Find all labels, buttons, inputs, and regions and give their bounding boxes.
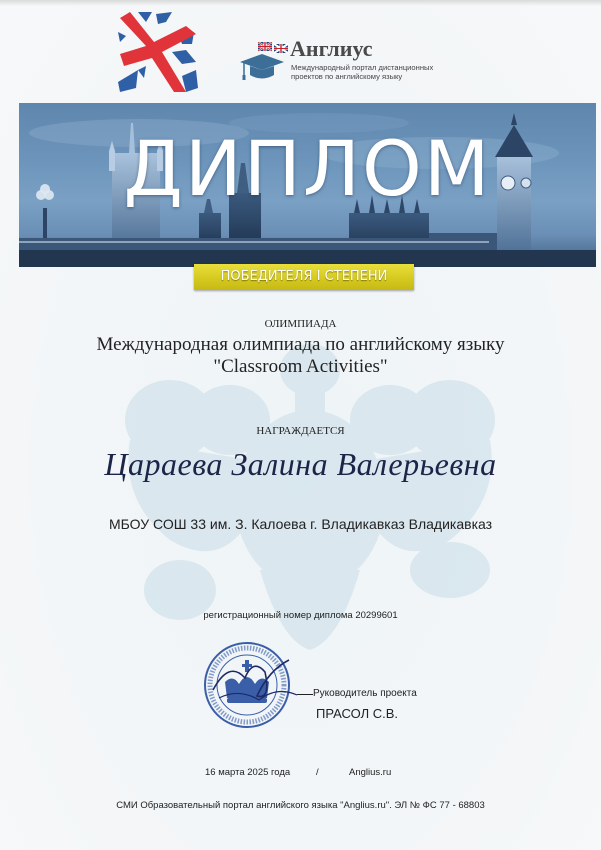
recipient-name: Цараева Залина Валерьевна xyxy=(104,446,497,482)
diploma-title: ДИПЛОМ xyxy=(123,124,492,213)
brand-name: Англиус xyxy=(290,36,373,61)
olympiad-title xyxy=(0,334,601,378)
school-name: МБОУ СОШ 33 им. З. Калоева г. Владикавказ Владикавказ xyxy=(108,516,493,532)
brand-tagline xyxy=(291,63,471,81)
brand-tagline-line2: проектов по английскому языку xyxy=(291,72,403,81)
website-link[interactable]: Anglius.ru xyxy=(349,767,392,778)
scan-edge xyxy=(0,0,601,6)
signature-arrow xyxy=(297,694,313,695)
olympiad-title-line1: Международная олимпиада по английскому языку xyxy=(96,334,505,355)
awarded-label: НАГРАЖДАЕТСЯ xyxy=(256,425,345,437)
brand-tagline-line1: Международный портал дистанционных xyxy=(291,63,434,72)
date-site-separator: / xyxy=(316,767,319,778)
olympiad-title-line2: "Classroom Activities" xyxy=(213,356,388,377)
leader-role: Руководитель проекта xyxy=(313,688,417,699)
graduation-cap-icon xyxy=(238,42,290,82)
registration-number: регистрационный номер диплома 20299601 xyxy=(203,610,398,621)
official-stamp-icon xyxy=(199,640,299,730)
olympiad-label: ОЛИМПИАДА xyxy=(264,318,337,330)
issue-date: 16 марта 2025 года xyxy=(205,767,291,778)
media-registration: СМИ Образовательный портал английского языка "Anglius.ru". ЭЛ № ФС 77 - 68803 xyxy=(116,800,485,811)
brand-block xyxy=(238,38,478,86)
union-jack-logo-icon xyxy=(116,8,202,96)
award-level-badge: ПОБЕДИТЕЛЯ I СТЕПЕНИ xyxy=(194,264,414,290)
leader-name: ПРАСОЛ С.В. xyxy=(316,706,399,721)
london-skyline-banner xyxy=(19,103,596,267)
